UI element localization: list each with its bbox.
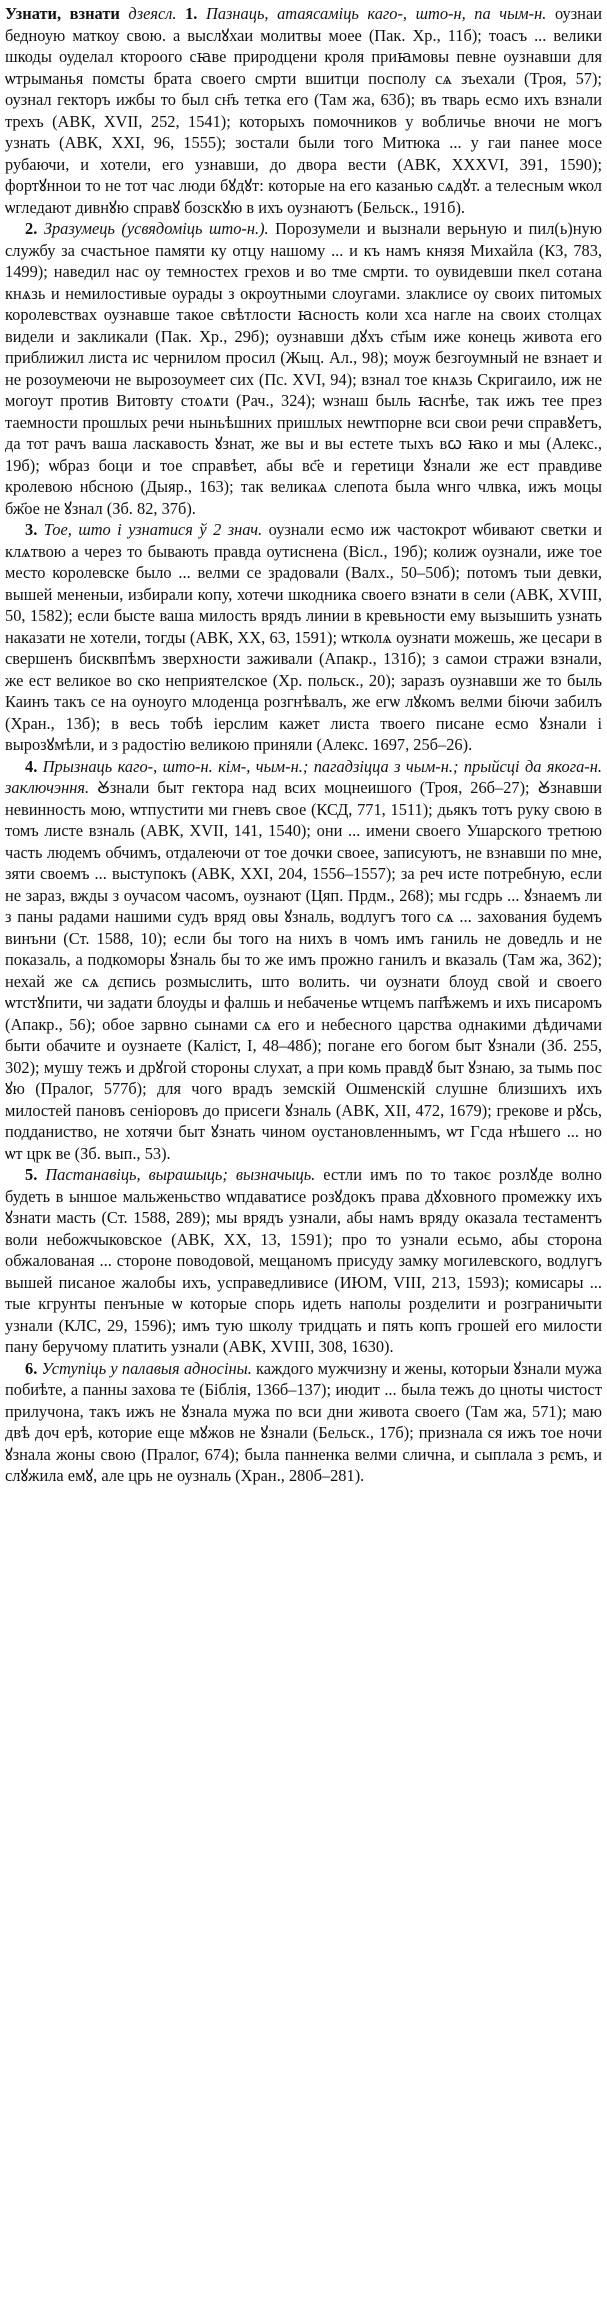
sense-definition: Пастанавіць, вырашыць; вызначыць.	[45, 1165, 316, 1184]
sense-number: 6.	[25, 1358, 38, 1378]
sense-5	[5, 1164, 602, 1358]
sense-number: 5.	[25, 1165, 38, 1184]
sense-definition: Тое, што і узнатися ў 2 знач.	[43, 520, 263, 539]
sense-definition: Пазнаць, атаясаміць каго-, што-н, па чым-н.	[206, 4, 547, 23]
sense-definition: Уступіць у палавыя адносіны.	[41, 1358, 252, 1378]
sense-citations: естли имъ по то такоє розлꙋде волно будеть в ыншое мальженьство ѡпдаватисе розꙋдокъ права дꙋховного промежку ихъ ꙋзнати масть (Ст. 1588, 289); мы врядъ узнали, абы намъ вряду оказала тестаментъ воли небожчыковское (АВК, XX, 13, 1591); про то узнали есьмо, абы сторона обжалованая ... стороне поводовой, мещаномъ присуду замку могилевского, водлугъ вышей писаное жалобы ихъ, усправедливисе (ИЮМ, VIII, 213, 1593); комисары ... тые кгрунты пенъные ѡ которые спорь идеть наполы розделити и розграничыти узнали (КЛС, 29, 1596); имъ тую школу тридцать и пять копъ грошей его милости пану беручому платить узнали (АВК, XVIII, 308, 1630).	[5, 1165, 602, 1356]
sense-citations: оузнаи бедноую маткоу свою. а выслꙋхаи молитвы моее (Пак. Хр., 11б); тоасъ ... велики шкоды оуделал ктороого сꙗве природцени кроля приꙗмовы певне оузнавши для ѡтрыманья помсты брата своего смрти вшитци посполу сѧ зъехали (Троя, 57); оузнал гекторъ ижбы то был сн҃ъ тетка его (Там жа, 63б); въ тварь есмо ихъ взнали трехъ (АВК, XVII, 252, 1541); которыхъ помочников у вобличье вночи не могъ узнать (АВК, XXI, 96, 1555); зостали были того Митюка ... у гаи панее мосе рубаючи, и хотели, его узнавши, до двора вести (АВК, XXXVI, 391, 1590); фортꙋннои то не тот час люди бꙋдꙋт: которые на его казанью сѧдꙋт. а телесным ѡкол ѡгледают дивнꙋю справꙋ бозскꙋю в ихъ оузнаютъ (Бельск., 191б).	[5, 4, 602, 217]
sense-citations: оузнали есмо иж частокрот ѡбивают светки и клѧтвою а через то бывають правда оутиснена (Вісл., 19б); колиж оузнали, иже тое место королевске было ... велми се зрадовали (Валх., 50–50б); потомъ тыи девки, вышей мененыи, избирали копу, хотечи шкодника своего взнати в сели (АВК, XVIII, 50, 1582); если бысте ваша милость врядъ линии в кревьности ему вызышить узнать наказати не хотели, тогды (АВК, XX, 63, 1591); ѡтколѧ оузнати можешь, же цесари в свершенъ бисквпѣмъ зверхности заживали (Апакр., 131б); з самои стражи взнали, же ест великое во ско неприятелское (Хр. польск., 20); заразъ оузнавши же то быль Каинъ такъ се на оуноуго млоденца розгнѣвалъ, же егѡ лꙋкомъ велми біючи забилъ (Хран., 13б); в весь тобѣ іерслим кажет листа твоего писане есмо ꙋзнали і вырозꙋмѣли, и з радостію великою приняли (Алекс. 1697, 25б–26).	[5, 520, 603, 754]
sense-6	[5, 1358, 602, 1487]
sense-3	[5, 519, 602, 756]
sense-4	[5, 756, 602, 1165]
sense-citations: Порозумели и вызнали верьную и пил(ь)ную службу за счастьное памяти ку отцу нашому ... и къ намъ князя Михайла (КЗ, 783, 1499); наведил нас оу темностех грехов и во тме смрти. то оувидевши пкел сотана кнѧзь и немилостивые оурады з окроутными слоугами. злаклисе оу своих питомых королевствах оузнавше такое свѣтлости ꙗсность коли хса нагле на своих столцах видели и закликали (Пак. Хр., 29б); оузнавши дꙋхъ ст҃ым иже конець живота его приближил листа ис чернилом просил (Жыц. Ал., 98); моуж безгоумный не взнает и не розоумеючи не вырозоумеет сих (Пс. XVI, 94); взнал тое кнѧзь Скригаило, иж не могоут против Витовту стоѧти (Рач., 324); ѡзнаш быль ꙗснѣе, так ижъ тее през таемности прошлых речи ныньѣшних пришлых неѡтпорне вси свои речи справꙋетъ, да тот рачъ ваша ласкавость ꙋзнат, же вы и вы естете тыхъ вꙍ ꙗко и мы (Алекс., 19б); ѡбраз боци и тое справѣет, абы вс҃е и геретици ꙋзнали же ест правдиве кролевою нбсною (Дыяр., 163); так великаѧ слепота была ѡнго члвка, ижъ моцы бж҃ое не ꙋзнал (Зб. 82, 37б).	[5, 219, 602, 518]
sense-number: 1.	[185, 4, 198, 23]
sense-1	[5, 3, 602, 218]
sense-number: 3.	[25, 520, 38, 539]
sense-definition: Зразумець (усвядоміць што-н.).	[43, 219, 269, 238]
sense-citations: Ꙋзнали быт гектора над всих моцнеишого (Троя, 26б–27); Ꙋзнавши невинность мою, ѡтпустити ми гневъ свое (КСД, 771, 1511); дьякъ тотъ руку свою в томъ листе взналь (АВК, XVII, 141, 1540); они ... имени своего Ушарского третюю часть людемъ обчимъ, отдалеючи от тое дочки своее, записуютъ, не взнавши по мне, зяти своемъ ... выступокъ (АВК, XXI, 204, 1556–1557); за реч исте потребную, если не зараз, вжды з оучасом часомъ, оузнают (Цяп. Прдм., 268); мы гсдрь ... ꙋзнаемъ ли з паны радами нашими судъ вряд овы ꙋзналь, водлугъ того сѧ ... захования будемъ винъни (Ст. 1588, 10); если бы того на нихъ в чомъ имъ ганиль не доведль и не показаль, а подкоморы ꙋзналь бы то же имъ прожно ганилъ и вказаль (Там жа, 362); нехай же сѧ дєпись розмыслить, што волить. чи оузнати блоуд свой и своего ѡтстꙋпити, чи задати блоуды и фалшь и небаченье ѡтцемъ пап҃ѣжемъ и ихъ писаромъ (Апакр., 56); обое зарвно сынами сѧ его и небесного царства однакими дѣдичами быти обачите и оузнаете (Каліст, I, 48–48б); погане его богом быт ꙋзнали (Зб. 255, 302); мушу тежъ и дрꙋгой стороны слухат, а при комь правдꙋ быт ꙋзнаю, за тымь пос ꙋю (Пралог, 577б); для чого врадъ земскій Ошменскій слушне близшихъ ихъ милостей пановъ сеніоровъ до присеги ꙋзналь (АВК, XII, 472, 1679); грекове и рꙋсь, подданиство, не хотячи быт ꙋзнать чином оустановленнымъ, ѡт Гсда нѣшего ... но ѡт црк ве (Зб. вып., 53).	[5, 778, 602, 1163]
grammar-label: дзеясл.	[128, 4, 177, 23]
sense-number: 2.	[25, 219, 38, 238]
sense-2	[5, 218, 602, 519]
sense-definition: Прызнаць каго-, што-н. кім-, чым-н.; пагадзіцца з чым-н.; прыйсці да якога-н. заключэння.	[5, 756, 602, 797]
headword: Узнати, взнати	[5, 4, 120, 23]
sense-citations: каждого мужчизну и жены, которыи ꙋзнали мужа побиѣте, а панны захова те (Біблія, 136б–137); июдит ... была тежъ до цноты чистост прилучона, такъ ижъ не ꙋзнала мужа по вси дни живота своего (Там жа, 571); маю двѣ доч ерѣ, которие еще мꙋжов не ꙋзнали (Бельск., 17б); признала ся ижъ тое ночи ꙋзнала жоны свою (Пралог, 674); была панненка велми слична, и сыплала з рємъ, и слꙋжила емꙋ, але црь не оузналь (Хран., 280б–281).	[5, 1358, 602, 1485]
sense-number: 4.	[25, 756, 38, 776]
